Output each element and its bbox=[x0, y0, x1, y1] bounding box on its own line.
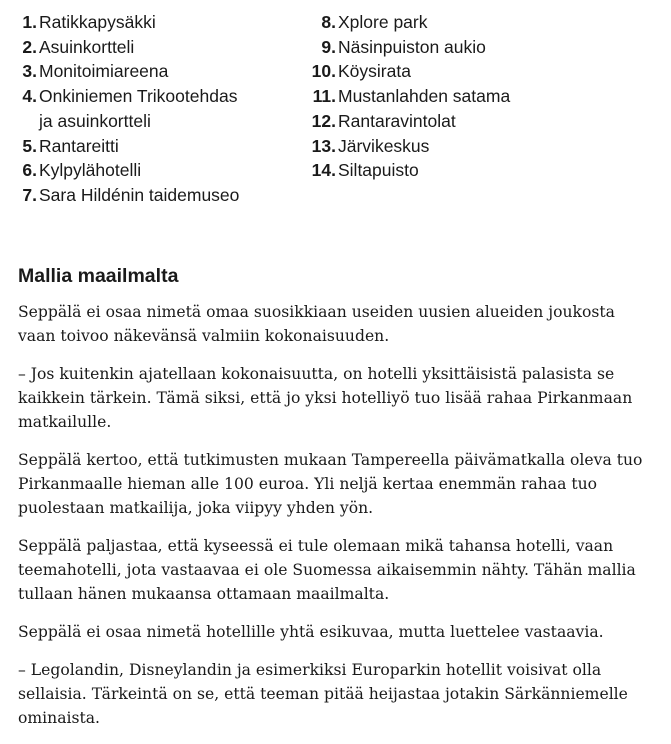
list-item-number: 7. bbox=[22, 184, 37, 205]
list-item bbox=[18, 158, 308, 183]
article-paragraph: Seppälä ei osaa nimetä hotellille yhtä esikuvaa, mutta luettelee vastaavia. bbox=[18, 623, 604, 641]
list-item bbox=[308, 84, 510, 109]
list-item-number: 12. bbox=[311, 110, 336, 131]
list-item-label: Onkiniemen Trikootehdas ja asuinkortteli bbox=[39, 86, 238, 131]
list-item bbox=[308, 10, 510, 35]
section-heading: Mallia maailmalta bbox=[18, 265, 179, 287]
list-item bbox=[18, 84, 308, 133]
list-item-label: Asuinkortteli bbox=[39, 36, 135, 57]
list-item bbox=[308, 35, 510, 60]
list-item-number: 8. bbox=[321, 12, 336, 32]
list-item-number: 14. bbox=[311, 160, 336, 181]
article-paragraph: – Legolandin, Disneylandin ja esimerkiksi Europarkin hotellit voisivat olla sellaisia. Tärkeintä on se, että teeman pitää heijastaa jotakin Särkänniemelle ominaista. bbox=[18, 661, 628, 727]
list-column-left bbox=[18, 10, 308, 208]
list-item-label: Siltapuisto bbox=[338, 160, 419, 181]
list-item-number: 11. bbox=[312, 86, 336, 107]
list-item bbox=[18, 35, 308, 60]
list-column-right bbox=[308, 10, 510, 208]
list-item-number: 6. bbox=[22, 160, 37, 181]
article-body bbox=[18, 300, 648, 744]
list-item-number: 2. bbox=[22, 36, 37, 57]
list-item-label: Näsinpuiston aukio bbox=[338, 36, 486, 57]
list-item-label: Kylpylähotelli bbox=[39, 160, 142, 181]
list-item bbox=[308, 59, 510, 84]
list-item-label: Mustanlahden satama bbox=[338, 86, 511, 107]
article-paragraph: – Jos kuitenkin ajatellaan kokonaisuutta, on hotelli yksittäisistä palasista se kaikkein tärkein. Tämä siksi, että jo yksi hotelliyö tuo lisää rahaa Pirkanmaan matkailulle. bbox=[18, 365, 633, 431]
article-paragraph: Seppälä paljastaa, että kyseessä ei tule olemaan mikä tahansa hotelli, vaan teemahotelli, jota vastaavaa ei ole Suomessa aikaisemmin nähty. Tähän mallia tullaan hänen mukaansa ottamaan maailmalta. bbox=[18, 537, 636, 603]
list-item bbox=[18, 183, 308, 208]
list-item bbox=[18, 134, 308, 159]
list-item-label: Ratikkapysäkki bbox=[39, 12, 156, 32]
list-item-label: Köysirata bbox=[338, 61, 411, 82]
list-item-number: 4. bbox=[22, 86, 37, 107]
list-item-number: 10. bbox=[311, 61, 336, 82]
list-item-number: 1. bbox=[22, 12, 37, 32]
list-item-number: 3. bbox=[22, 61, 37, 82]
list-item-label: Sara Hildénin taidemuseo bbox=[39, 184, 240, 205]
list-item bbox=[308, 134, 510, 159]
list-item-label: Rantaravintolat bbox=[338, 110, 456, 131]
list-item-label: Xplore park bbox=[338, 12, 428, 32]
list-item-number: 13. bbox=[311, 135, 336, 156]
list-item-label: Järvikeskus bbox=[338, 135, 430, 156]
list-item-number: 9. bbox=[321, 36, 336, 57]
article-paragraph: Seppälä ei osaa nimetä omaa suosikkiaan useiden uusien alueiden joukosta vaan toivoo näkevänsä valmiin kokonaisuuden. bbox=[18, 303, 615, 345]
list-item-label: Rantareitti bbox=[39, 135, 119, 156]
list-item bbox=[18, 10, 308, 35]
list-item bbox=[18, 59, 308, 84]
list-item bbox=[308, 158, 510, 183]
list-item-number: 5. bbox=[22, 135, 37, 156]
article-paragraph: Seppälä kertoo, että tutkimusten mukaan Tampereella päivämatkalla oleva tuo Pirkanmaalle hieman alle 100 euroa. Yli neljä kertaa enemmän rahaa tuo puolestaan matkailija, joka viipyy yhden yön. bbox=[18, 451, 643, 517]
list-item-label: Monitoimiareena bbox=[39, 61, 169, 82]
numbered-location-list bbox=[18, 10, 658, 208]
list-item bbox=[308, 109, 510, 134]
